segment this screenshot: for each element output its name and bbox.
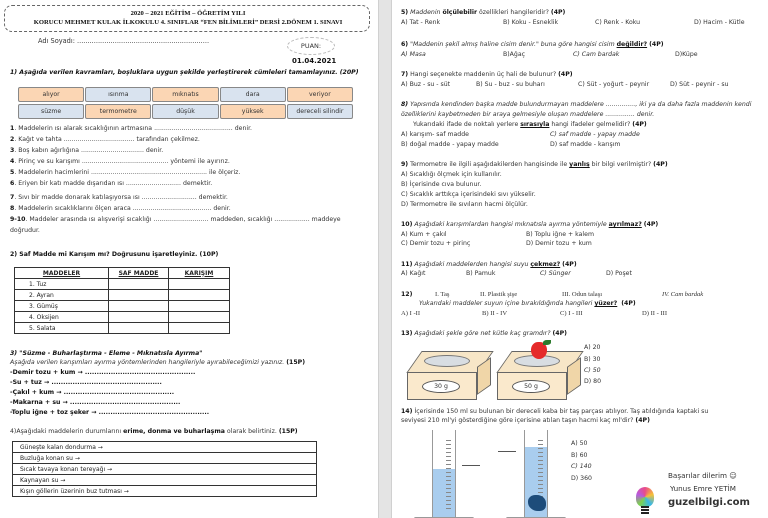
- q10-title: 10) Aşağıdaki karışımlardan hangisi mıknatısla ayırma yöntemiyle ayrılmaz? (4P): [401, 221, 659, 228]
- word-chip: alıyor: [18, 87, 84, 102]
- q3-item: -Makarna + su → ...............................................: [10, 399, 181, 406]
- option: C) Renk - Koku: [595, 19, 641, 26]
- q6-title: 6) "Maddenin şekil almış haline cisim denir." buna göre hangisi cisim değildir? (4P): [401, 41, 664, 48]
- q12-num: 12): [401, 291, 413, 298]
- sentence: 8. Maddelerin sıcaklıklarını ölçen araca ........................................ denir.: [10, 205, 231, 212]
- q14-line2: seviyesi 210 ml'yi gösterdiğine göre içerisine atılan taşın hacmi kaç ml'dir? (4P): [401, 417, 650, 424]
- q12-item: II. Plastik şişe: [480, 291, 518, 298]
- scale-plate: [424, 355, 470, 367]
- q4-title: 4)Aşağıdaki maddelerin durumlarını erime, donma ve buharlaşma olarak belirtiniz. (15P): [10, 428, 298, 435]
- answer-cell[interactable]: [109, 301, 169, 312]
- option: D) Hacim - Kütle: [694, 19, 745, 26]
- table-row: 1. Tuz: [15, 279, 230, 290]
- scale-reading: 50 g: [512, 380, 550, 393]
- table-row: Kışın göllerin üzerinin buz tutması →: [13, 486, 317, 497]
- option: A) 50: [571, 440, 588, 447]
- option: B) İçerisinde cıva bulunur.: [401, 181, 482, 188]
- option: B) II - IV: [482, 310, 508, 317]
- q8-line1: 8) Yapısında kendinden başka madde bulundurmayan maddelere ..............., iki ya da daha fazla maddenin kendi: [401, 101, 752, 108]
- q12-item: I. Taş: [435, 291, 450, 298]
- q11-title: 11) Aşağıdaki maddelerden hangisi suyu çekmez? (4P): [401, 261, 577, 268]
- option: C) Demir tozu + pirinç: [401, 240, 471, 247]
- q8-line2: özelliklerini kaybetmeden bir araya gelmesiyle oluşan maddelere ............... denir.: [401, 111, 655, 118]
- level-arrow-150: [462, 462, 480, 466]
- name-field-label: Adı Soyadı: ...............................................................: [38, 37, 210, 45]
- answer-cell[interactable]: [169, 290, 230, 301]
- header-title: KORUCU MEHMET KULAK İLKOKULU 4. SINIFLAR “FEN BİLİMLERİ” DERSİ 2.DÖNEM 1. SINAVI: [33, 19, 343, 26]
- q4-table: [12, 441, 317, 497]
- q9-title: 9) Termometre ile ilgili aşağıdakilerden hangisinde ile yanlış bir bilgi verilmiştir? (4P): [401, 161, 668, 168]
- author-name: Yunus Emre YETİM: [670, 484, 736, 493]
- option: C) 140: [571, 463, 592, 470]
- word-chip: ısınma: [85, 87, 151, 102]
- column-header: KARIŞIM: [169, 268, 230, 279]
- exam-header: [4, 5, 370, 32]
- cylinder-scale: [446, 440, 451, 510]
- column-header: MADDELER: [15, 268, 109, 279]
- option: A) Kağıt: [401, 270, 426, 277]
- option: B) Toplu iğne + kalem: [526, 231, 594, 238]
- table-row: 2. Ayran: [15, 290, 230, 301]
- option: B)Ağaç: [503, 51, 526, 58]
- word-chip: veriyor: [287, 87, 353, 102]
- option: C) saf madde - yapay madde: [550, 131, 640, 138]
- sentence: 4. Pirinç ve su karışımı ............................................ yöntemi ile ayırırız.: [10, 158, 230, 165]
- sentence: 5. Maddelerin hacimlerini ........................................................... ile ölçeriz.: [10, 169, 241, 176]
- scale-reading: 30 g: [422, 380, 460, 393]
- answer-cell[interactable]: [169, 301, 230, 312]
- option: C) 50: [584, 367, 601, 374]
- site-watermark: guzelbilgi.com: [668, 497, 750, 508]
- table-row: Kaynayan su →: [13, 475, 317, 486]
- option: D)Küpe: [675, 51, 698, 58]
- q2-table: [14, 267, 230, 334]
- score-box: PUAN:: [287, 37, 335, 55]
- q1-title: 1) Aşağıda verilen kavramları, boşluklara uygun şekilde yerleştirerek cümleleri tamamlayınız. (20P): [10, 69, 359, 76]
- option: C) Sünger: [540, 270, 571, 277]
- table-row: 5. Salata: [15, 323, 230, 334]
- q12-question: Yukarıdaki maddeler suyun içine bırakıldığında hangileri yüzer? (4P): [419, 300, 636, 307]
- q3-item: -Su + tuz → ...............................................: [10, 379, 162, 386]
- exam-date: 01.04.2021: [292, 57, 337, 65]
- sentence: doğrudur.: [10, 227, 40, 234]
- option: D) Termometre ile sıvıların hacmi ölçülür.: [401, 201, 528, 208]
- answer-cell[interactable]: [109, 279, 169, 290]
- sentence: 9-10. Maddeler arasında ısı alışverişi sıcaklığı ............................ maddeden, sıcaklığı .................. maddeye: [10, 216, 341, 223]
- scale-front: [497, 372, 567, 400]
- answer-cell[interactable]: [169, 312, 230, 323]
- word-chip: dara: [220, 87, 286, 102]
- option: B) doğal madde - yapay madde: [401, 141, 499, 148]
- answer-cell[interactable]: [169, 279, 230, 290]
- q3-item: -Toplu iğne + toz şeker → ...............................................: [10, 409, 210, 416]
- header-year: 2020 – 2021 EĞİTİM – ÖĞRETİM YILI: [130, 10, 246, 17]
- option: A) 20: [584, 344, 601, 351]
- lightbulb-logo-icon: [636, 487, 654, 507]
- q5-title: 5) Maddenin ölçülebilir özellikleri hangileridir? (4P): [401, 9, 566, 16]
- page-left: [0, 0, 378, 518]
- level-arrow-210: [498, 448, 516, 452]
- sentence: 1. Maddelerin ısı alarak sıcaklığının artmasına ........................................ denir.: [10, 125, 253, 132]
- option: A) Sıcaklığı ölçmek için kullanılır.: [401, 171, 502, 178]
- option: B) 30: [584, 356, 601, 363]
- option: B) Pamuk: [466, 270, 496, 277]
- word-chip: dereceli silindir: [287, 104, 353, 119]
- option: D) Demir tozu + kum: [526, 240, 592, 247]
- word-chip: termometre: [85, 104, 151, 119]
- option: B) 60: [571, 452, 588, 459]
- table-header-row: [15, 268, 230, 279]
- page-right: [392, 0, 768, 518]
- table-row: 3. Gümüş: [15, 301, 230, 312]
- answer-cell[interactable]: [109, 290, 169, 301]
- table-row: Güneşte kalan dondurma →: [13, 442, 317, 453]
- stone-icon: [528, 495, 546, 511]
- option: B) Su - buz - su buharı: [476, 81, 545, 88]
- sentence: 6. Eriyen bir katı madde dışarıdan ısı ............................ demektir.: [10, 180, 213, 187]
- q14-line1: 14) İçerisinde 150 ml su bulunan bir dereceli kaba bir taş parçası atılıyor. Taş atıldığında kaptaki su: [401, 408, 709, 415]
- word-bank: [18, 87, 353, 119]
- option: D) II - III: [642, 310, 668, 317]
- sentence: 3. Boş kabın ağırlığına ................................ denir.: [10, 147, 164, 154]
- q3-title: 3) "Süzme - Buharlaştırma - Eleme - Mıknatısla Ayırma": [10, 350, 203, 357]
- option: D) Poşet: [606, 270, 632, 277]
- page-gutter: [378, 0, 392, 518]
- column-header: SAF MADDE: [109, 268, 169, 279]
- option: A) Tat - Renk: [401, 19, 441, 26]
- option: C) I - III: [560, 310, 583, 317]
- graduated-cylinder: [524, 430, 548, 518]
- table-row: Buzluğa konan su →: [13, 453, 317, 464]
- sentence: 7. Sıvı bir madde donarak katılaşıyorsa ısı ............................ demektir.: [10, 194, 228, 201]
- q8-line3: Yukarıdaki ifade de noktalı yerlere sırasıyla hangi ifadeler gelmelidir? (4P): [413, 121, 647, 128]
- scale-front: [407, 372, 477, 400]
- option: A) I -II: [401, 310, 421, 317]
- option: D) 80: [584, 378, 602, 385]
- q3-item: -Çakıl + kum → ...............................................: [10, 389, 175, 396]
- option: B) Koku - Esneklik: [503, 19, 559, 26]
- answer-cell[interactable]: [109, 312, 169, 323]
- option: D) 360: [571, 475, 592, 482]
- q7-title: 7) Hangi seçenekte maddenin üç hali de bulunur? (4P): [401, 71, 573, 78]
- word-chip: süzme: [18, 104, 84, 119]
- option: A) Buz - su - süt: [401, 81, 451, 88]
- option: C) Cam bardak: [573, 51, 620, 58]
- word-chip: mıknatıs: [152, 87, 218, 102]
- q12-item: IV. Cam bardak: [662, 291, 704, 298]
- answer-cell[interactable]: [169, 323, 230, 334]
- word-chip: yüksek: [220, 104, 286, 119]
- answer-cell[interactable]: [109, 323, 169, 334]
- graduated-cylinder: [432, 430, 456, 518]
- option: C) Süt - yoğurt - peynir: [578, 81, 650, 88]
- q12-item: III. Odun talaşı: [562, 291, 603, 298]
- leaf-icon: [543, 340, 551, 345]
- good-luck-note: Başarılar dilerim ☺: [668, 471, 737, 480]
- word-chip: düşük: [152, 104, 218, 119]
- option: A) Masa: [401, 51, 426, 58]
- option: A) karışım- saf madde: [401, 131, 469, 138]
- lightbulb-base-icon: [641, 506, 649, 514]
- water-level: [433, 469, 455, 517]
- option: C) Sıcaklık arttıkça içerisindeki sıvı yükselir.: [401, 191, 536, 198]
- q3-instruction: Aşağıda verilen karışımları ayırma yöntemlerinden hangileriyle ayırabileceğimizi yazınız. (15P): [10, 359, 306, 366]
- option: D) Süt - peynir - su: [670, 81, 729, 88]
- q3-item: -Demir tozu + kum → ...............................................: [10, 369, 196, 376]
- sentence: 2. Kağıt ve tahta .................................... tarafından çekilmez.: [10, 136, 200, 143]
- table-row: 4. Oksijen: [15, 312, 230, 323]
- option: A) Kum + çakıl: [401, 231, 447, 238]
- q13-title: 13) Aşağıdaki şekle göre net kütle kaç gramdır? (4P): [401, 330, 567, 337]
- option: D) saf madde - karışım: [550, 141, 621, 148]
- q2-title: 2) Saf Madde mi Karışım mı? Doğrusunu işaretleyiniz. (10P): [10, 251, 219, 258]
- table-row: Sıcak tavaya konan tereyağı →: [13, 464, 317, 475]
